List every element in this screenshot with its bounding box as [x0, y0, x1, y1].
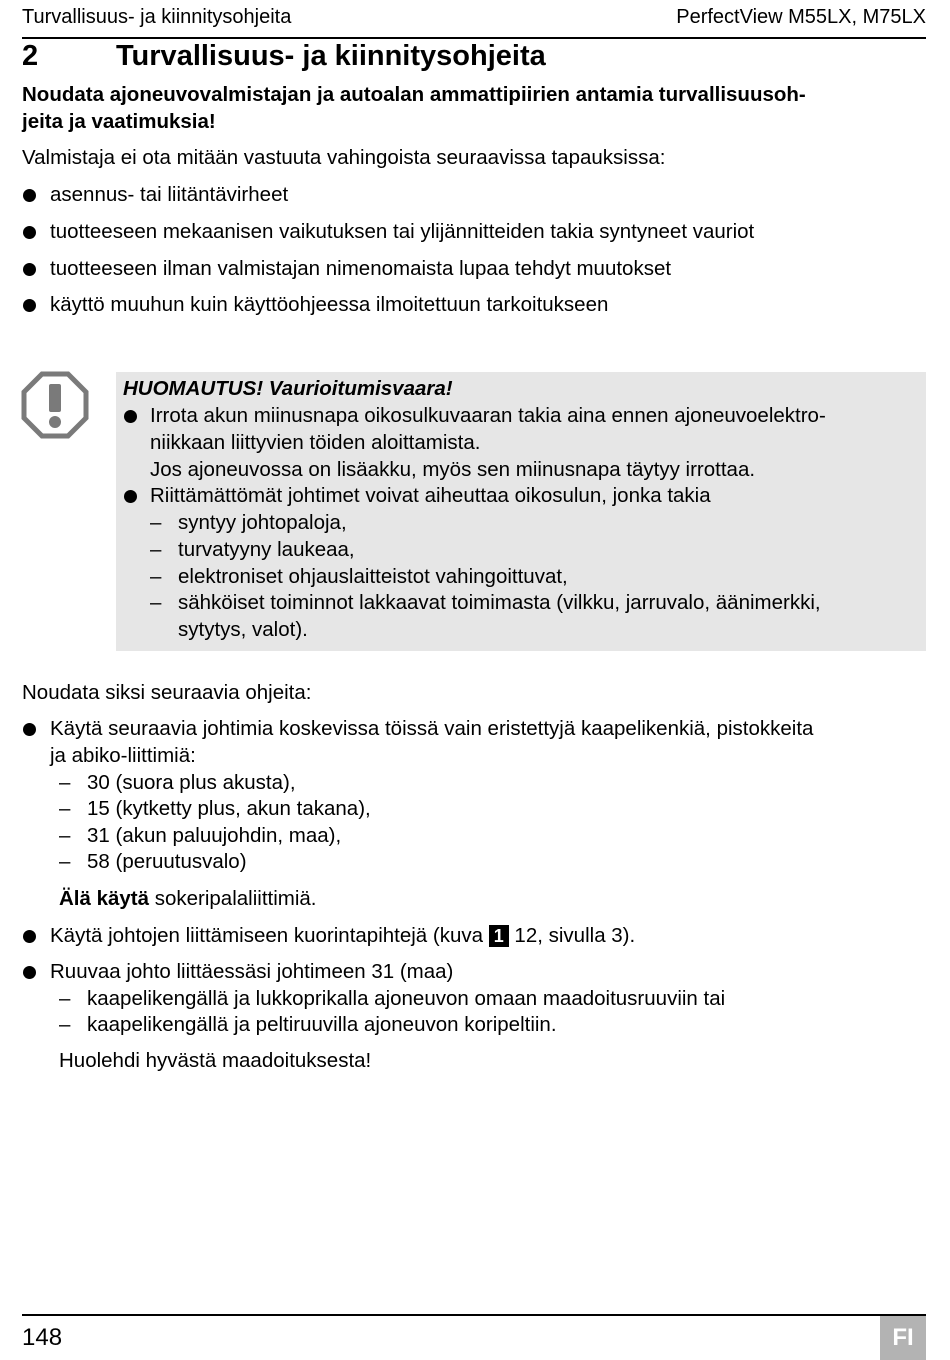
bullet-icon: [23, 930, 36, 943]
grounding-note: Huolehdi hyvästä maadoituksesta!: [59, 1049, 372, 1072]
notice-text: niikkaan liittyvien töiden aloittamista.: [150, 431, 481, 454]
language-tab: FI: [880, 1316, 926, 1360]
notice-dash-item: turvatyyny laukeaa,: [178, 538, 355, 561]
dash-item: kaapelikengällä ja peltiruuvilla ajoneuvon koripeltiin.: [87, 1013, 557, 1036]
header-rule: [22, 37, 926, 39]
notice-title: HUOMAUTUS! Vaurioitumisvaara!: [123, 377, 453, 400]
section-title: [22, 40, 546, 73]
intro-line: jeita ja vaatimuksia!: [22, 110, 216, 133]
dash: –: [59, 987, 71, 1010]
list-item: Käytä seuraavia johtimia koskevissa töissä vain eristettyjä kaapelikenkiä, pistokkeita: [50, 717, 814, 740]
dash: –: [59, 850, 71, 873]
bullet-icon: [23, 966, 36, 979]
dont-use-rest: sokeripalaliittimiä.: [149, 887, 317, 910]
notice-text: Irrota akun miinusnapa oikosulkuvaaran takia aina ennen ajoneuvoelektro-: [150, 404, 826, 427]
running-header-left: Turvallisuus- ja kiinnitysohjeita: [22, 6, 292, 28]
dash: –: [59, 797, 71, 820]
dont-use-bold: Älä käytä: [59, 887, 150, 910]
figure-badge: 1: [489, 925, 509, 947]
notice-dash-item: syntyy johtopaloja,: [178, 511, 347, 534]
dash-item: 58 (peruutusvalo): [87, 850, 247, 873]
list-item: [50, 924, 635, 948]
list-item: Ruuvaa johto liittäessäsi johtimeen 31 (maa): [50, 960, 454, 983]
bullet-icon: [23, 299, 36, 312]
list-item: asennus- tai liitäntävirheet: [50, 183, 289, 206]
liability-text: Valmistaja ei ota mitään vastuuta vahingoista seuraavissa tapauksissa:: [22, 146, 666, 169]
notice-text: Riittämättömät johtimet voivat aiheuttaa oikosulun, jonka takia: [150, 484, 711, 507]
dash: –: [59, 771, 71, 794]
notice-dash-item: sähköiset toiminnot lakkaavat toimimasta (vilkku, jarruvalo, äänimerkki,: [178, 591, 821, 614]
list-item-text: 12, sivulla 3).: [508, 924, 636, 947]
list-item: tuotteeseen mekaanisen vaikutuksen tai ylijännitteiden takia syntyneet vauriot: [50, 220, 755, 243]
bullet-icon: [23, 263, 36, 276]
notice-dash-item: elektroniset ohjauslaitteistot vahingoittuvat,: [178, 565, 568, 588]
warning-octagon-icon: [21, 371, 89, 439]
notice-text: Jos ajoneuvossa on lisäakku, myös sen miinusnapa täytyy irrottaa.: [150, 458, 756, 481]
dash-item: 31 (akun paluujohdin, maa),: [87, 824, 342, 847]
dash-item: 30 (suora plus akusta),: [87, 771, 296, 794]
section-title-text: Turvallisuus- ja kiinnitysohjeita: [116, 40, 546, 72]
dash-item: 15 (kytketty plus, akun takana),: [87, 797, 371, 820]
bullet-icon: [23, 189, 36, 202]
dash: –: [59, 824, 71, 847]
section-number: 2: [22, 40, 39, 72]
dash-item: kaapelikengällä ja lukkoprikalla ajoneuvon omaan maadoitusruuviin tai: [87, 987, 726, 1010]
dash: –: [59, 1013, 71, 1036]
page-number: 148: [22, 1324, 63, 1351]
running-header-right: PerfectView M55LX, M75LX: [676, 6, 926, 28]
list-item: ja abiko-liittimiä:: [50, 744, 196, 767]
list-item-text: Käytä johtojen liittämiseen kuorintapihtejä (kuva: [50, 924, 489, 947]
list-item: käyttö muuhun kuin käyttöohjeessa ilmoitettuun tarkoitukseen: [50, 293, 609, 316]
bullet-icon: [124, 490, 137, 503]
dash: –: [150, 591, 162, 614]
bullet-icon: [23, 226, 36, 239]
intro-line: Noudata ajoneuvovalmistajan ja autoalan ammattipiirien antamia turvallisuusoh-: [22, 83, 806, 106]
bullet-icon: [23, 723, 36, 736]
follow-text: Noudata siksi seuraavia ohjeita:: [22, 681, 312, 704]
dash: –: [150, 538, 162, 561]
dash: –: [150, 511, 162, 534]
notice-dash-item: sytytys, valot).: [178, 618, 308, 641]
list-item: tuotteeseen ilman valmistajan nimenomaista lupaa tehdyt muutokset: [50, 257, 672, 280]
footer-rule: [22, 1314, 926, 1316]
dont-use-note: [59, 887, 317, 911]
bullet-icon: [124, 410, 137, 423]
dash: –: [150, 565, 162, 588]
